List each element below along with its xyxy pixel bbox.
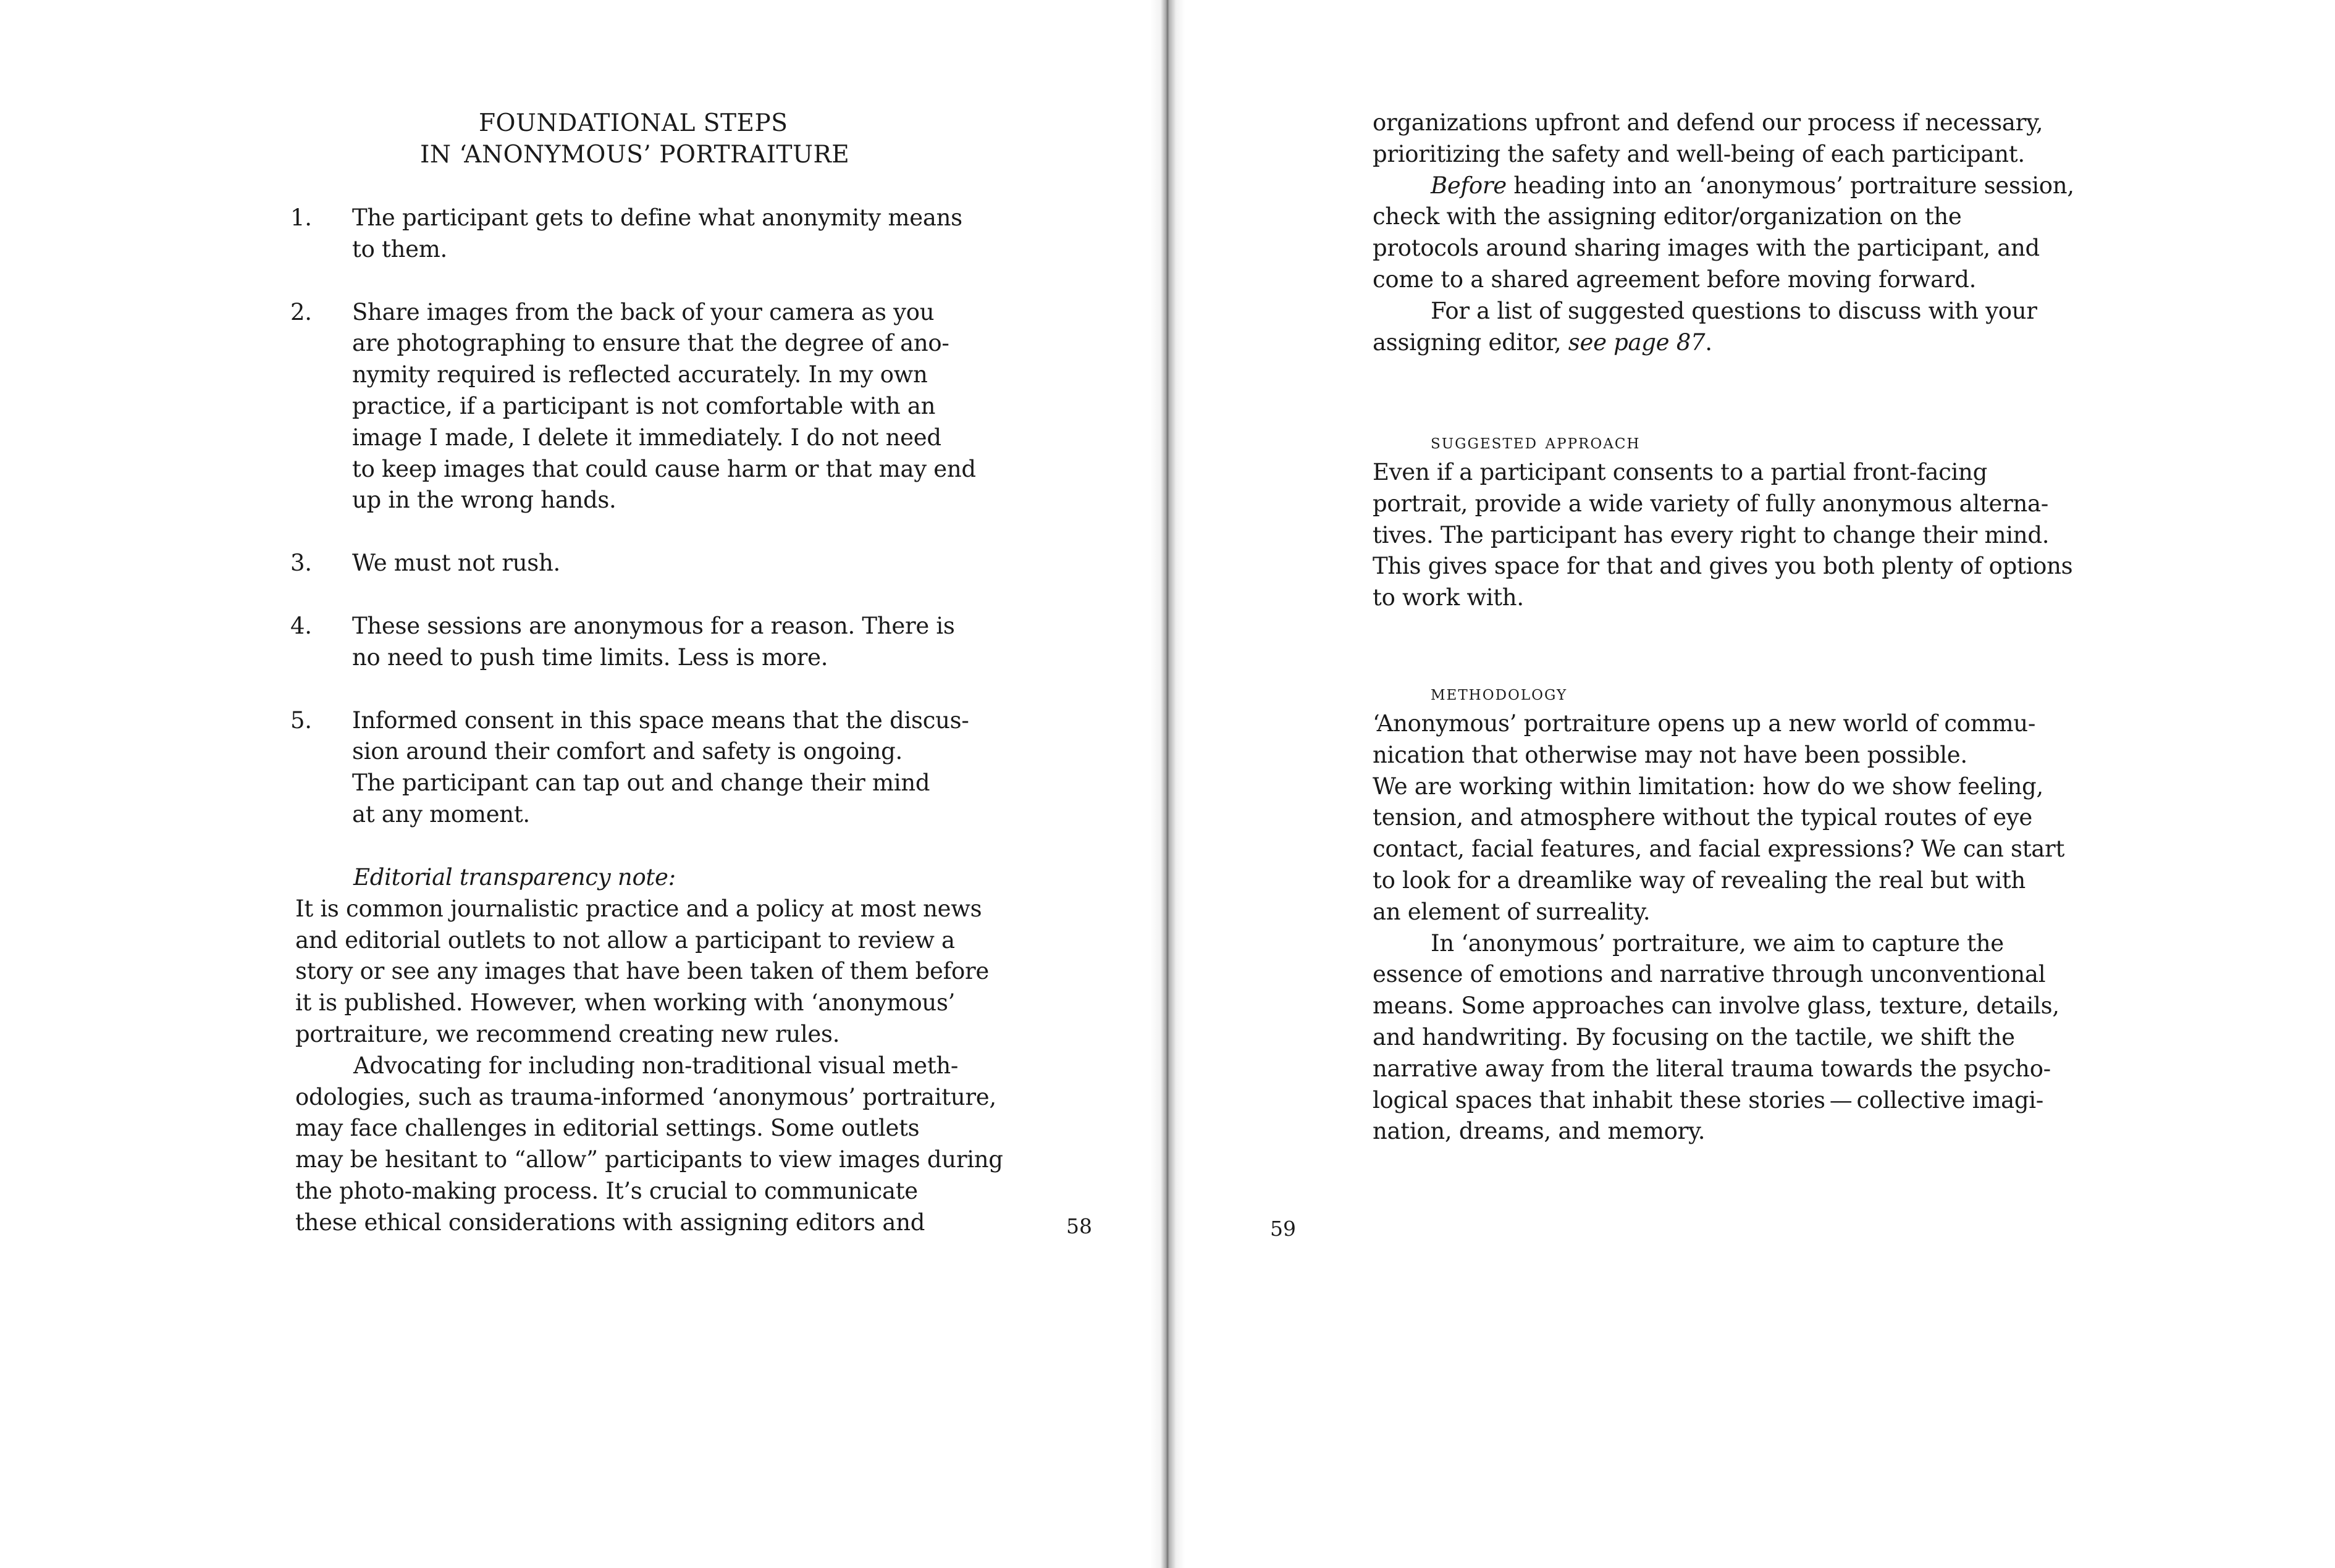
suggested-approach-heading: suggested approach bbox=[1431, 429, 1641, 453]
step-line: We must not rush. bbox=[352, 550, 560, 577]
step-item-3 bbox=[290, 548, 1001, 579]
questions-prefix: assigning editor, bbox=[1373, 329, 1568, 356]
paragraph-line: portrait, provide a wide variety of fully anonymous alterna- bbox=[1373, 490, 2048, 517]
step-number: 3. bbox=[290, 550, 312, 577]
step-line: The participant gets to define what anonymity means bbox=[352, 204, 962, 231]
paragraph-line: organizations upfront and defend our process if necessary, bbox=[1373, 109, 2043, 136]
page-number-left: 58 bbox=[1066, 1214, 1092, 1238]
heading-line-2: IN ‘ANONYMOUS’ PORTRAITURE bbox=[420, 141, 850, 169]
methodology-heading: methodology bbox=[1431, 681, 1568, 705]
step-line: are photographing to ensure that the degree of ano- bbox=[352, 330, 949, 357]
steps-list bbox=[290, 203, 1001, 862]
step-line: to keep images that could cause harm or that may end bbox=[352, 455, 976, 482]
paragraph-line: and editorial outlets to not allow a participant to review a bbox=[295, 926, 955, 954]
book-gutter-shadow bbox=[1150, 0, 1185, 1568]
step-line: no need to push time limits. Less is more. bbox=[352, 644, 828, 671]
paragraph-line bbox=[1373, 327, 2114, 359]
step-number: 1. bbox=[290, 204, 312, 231]
paragraph-line: tension, and atmosphere without the typical routes of eye bbox=[1373, 804, 2033, 831]
paragraph-line bbox=[1373, 170, 2114, 202]
step-number: 2. bbox=[290, 298, 312, 325]
paragraph-line: tives. The participant has every right to change their mind. bbox=[1373, 521, 2050, 548]
step-line: Informed consent in this space means that the discus- bbox=[352, 706, 969, 734]
step-line: The participant can tap out and change their mind bbox=[352, 769, 930, 797]
before-rest: heading into an ‘anonymous’ portraiture session, bbox=[1506, 172, 2074, 199]
step-line: at any moment. bbox=[352, 800, 530, 828]
methodology-section bbox=[1373, 677, 2114, 1147]
paragraph-line: nication that otherwise may not have been possible. bbox=[1373, 741, 1967, 768]
paragraph-line: odologies, such as trauma-informed ‘anonymous’ portraiture, bbox=[295, 1083, 996, 1110]
page-number-right: 59 bbox=[1270, 1217, 1296, 1241]
step-item-2 bbox=[290, 297, 1001, 517]
paragraph-line: story or see any images that have been taken of them before bbox=[295, 958, 989, 985]
step-item-4 bbox=[290, 611, 1001, 674]
paragraph-line: We are working within limitation: how do we show feeling, bbox=[1373, 773, 2043, 800]
page-reference: see page 87 bbox=[1568, 329, 1706, 356]
step-number: 5. bbox=[290, 706, 312, 734]
paragraph-line: narrative away from the literal trauma towards the psycho- bbox=[1373, 1055, 2051, 1082]
paragraph-line: to work with. bbox=[1373, 584, 1524, 611]
paragraph-line: This gives space for that and gives you both plenty of options bbox=[1373, 553, 2073, 580]
paragraph-line: to look for a dreamlike way of revealing the real but with bbox=[1373, 866, 2026, 894]
paragraph-line: may be hesitant to “allow” participants to view images during bbox=[295, 1146, 1003, 1173]
step-line: Share images from the back of your camera as you bbox=[352, 298, 935, 325]
paragraph-line: logical spaces that inhabit these stories — collective imagi- bbox=[1373, 1086, 2043, 1113]
step-line: up in the wrong hands. bbox=[352, 487, 616, 514]
paragraph-line: it is published. However, when working with ‘anonymous’ bbox=[295, 989, 956, 1017]
paragraph-line: It is common journalistic practice and a policy at most news bbox=[295, 895, 982, 922]
step-line: nymity required is reflected accurately. In my own bbox=[352, 361, 928, 388]
step-item-1 bbox=[290, 203, 1001, 266]
step-line: practice, if a participant is not comfortable with an bbox=[352, 392, 936, 419]
step-line: These sessions are anonymous for a reason. There is bbox=[352, 612, 955, 639]
paragraph-line: the photo-making process. It’s crucial to communicate bbox=[295, 1177, 918, 1204]
paragraph-line: ‘Anonymous’ portraiture opens up a new world of commu- bbox=[1373, 710, 2036, 737]
section-heading bbox=[295, 107, 975, 170]
editorial-note-title: Editorial transparency note: bbox=[353, 864, 676, 891]
step-line: sion around their comfort and safety is ongoing. bbox=[352, 738, 902, 765]
paragraph-line: an element of surreality. bbox=[1373, 898, 1651, 925]
step-number: 4. bbox=[290, 612, 312, 639]
step-item-5 bbox=[290, 705, 1001, 831]
paragraph-line: may face challenges in editorial settings. Some outlets bbox=[295, 1115, 920, 1142]
paragraph-line: prioritizing the safety and well-being of each participant. bbox=[1373, 140, 2025, 167]
paragraph-line: come to a shared agreement before moving forward. bbox=[1373, 266, 1977, 293]
heading-line-1: FOUNDATIONAL STEPS bbox=[479, 109, 788, 137]
paragraph-line: In ‘anonymous’ portraiture, we aim to capture the bbox=[1431, 929, 2004, 957]
paragraph-line: nation, dreams, and memory. bbox=[1373, 1118, 1706, 1145]
paragraph-line: contact, facial features, and facial expressions? We can start bbox=[1373, 836, 2065, 863]
paragraph-line: these ethical considerations with assigning editors and bbox=[295, 1209, 925, 1236]
paragraph-line: essence of emotions and narrative through unconventional bbox=[1373, 961, 2046, 988]
paragraph-line: check with the assigning editor/organization on the bbox=[1373, 203, 1962, 230]
editorial-note bbox=[295, 862, 1006, 1239]
paragraph-line: Advocating for including non-traditional visual meth- bbox=[353, 1052, 959, 1079]
suggested-approach-section bbox=[1373, 426, 2114, 614]
paragraph-line: and handwriting. By focusing on the tactile, we shift the bbox=[1373, 1023, 2015, 1050]
paragraph-line: means. Some approaches can involve glass, texture, details, bbox=[1373, 992, 2059, 1020]
paragraph-line: protocols around sharing images with the participant, and bbox=[1373, 235, 2040, 262]
questions-suffix: . bbox=[1705, 329, 1712, 356]
step-line: image I made, I delete it immediately. I do not need bbox=[352, 424, 941, 451]
paragraph-line: portraiture, we recommend creating new rules. bbox=[295, 1020, 840, 1047]
step-line: to them. bbox=[352, 235, 447, 262]
paragraph-line: For a list of suggested questions to discuss with your bbox=[1431, 297, 2037, 324]
paragraph-line: Even if a participant consents to a partial front-facing bbox=[1373, 459, 1987, 485]
before-italic: Before bbox=[1431, 172, 1507, 199]
continuation-text bbox=[1373, 107, 2114, 358]
